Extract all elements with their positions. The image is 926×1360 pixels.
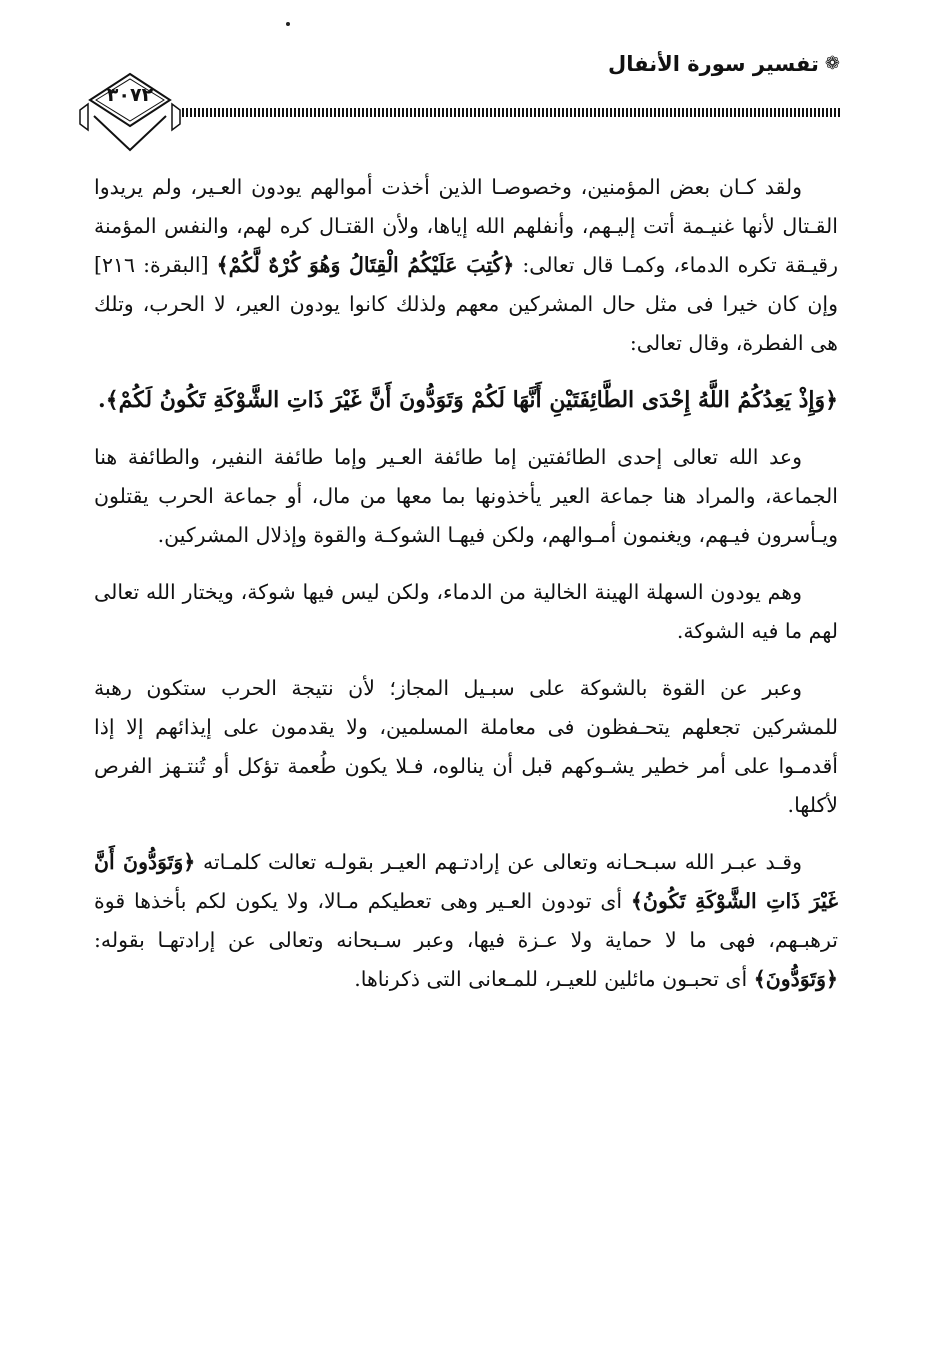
header-rule — [182, 108, 842, 117]
text-segment: [البقرة: ٢١٦] وإن كان خيرا فى مثل حال المشركين معهم ولذلك كانوا يودون العير، لا الحرب، وتلك هى الفطرة، وقال تعالى: — [94, 253, 838, 355]
text-segment: وعد الله تعالى إحدى الطائفتين إما طائفة العـير وإما طائفة النفير، والطائفة هنا الجماعة، والمراد هنا جماعة العير يأخذونها بما معها من مال، أو جماعة الحرب يقتلون ويـأسرون فيـهم، ويغنمون أمـوالهم، ولكن فيهـا الشوكـة والقوة وإذلال المشركين. — [94, 445, 838, 547]
paragraph — [94, 168, 838, 363]
paragraph — [94, 669, 838, 825]
paragraph — [94, 843, 838, 999]
quran-quote: ﴿وَتَوَدُّونَ أَنَّ غَيْرَ ذَاتِ الشَّوْكَةِ تَكُونُ﴾ — [94, 850, 838, 913]
text-segment: ولقد كـان بعض المؤمنين، وخصوصـا الذين أخذت أموالهم يودون العـير، ولم يريدوا القـتال لأنها غنيـمة أتت إليـهم، وأنفلهم الله إياها، ولأن القتـال كره لهم، والنفس المؤمنة رقيـقة تكره الدماء، وكمـا قال تعالى: — [94, 175, 838, 277]
text-segment: وهم يودون السهلة الهينة الخالية من الدماء، ولكن ليس فيها شوكة، ويختار الله تعالى لهم ما فيه الشوكة. — [94, 580, 838, 643]
page-number: ٣٠٧٢ — [106, 84, 154, 106]
text-segment: . — [98, 387, 106, 413]
body-text — [94, 168, 838, 1017]
text-segment: وقـد عبـر الله سبـحـانه وتعالى عن إرادتـهم العيـر بقولـه تعالت كلمـاته — [195, 850, 802, 874]
print-speck — [286, 22, 290, 26]
running-title — [608, 52, 840, 76]
quran-quote: ﴿وَإِذْ يَعِدُكُمُ اللَّهُ إِحْدَى الطَّائِفَتَيْنِ أَنَّهَا لَكُمْ وَتَوَدُّونَ أَنَّ غَيْرَ ذَاتِ الشَّوْكَةِ تَكُونُ لَكُمْ﴾ — [105, 387, 838, 413]
quran-verse-paragraph — [94, 381, 838, 420]
text-segment: أى تحبـون مائلين للعيـر، للمـعانى التى ذكرناها. — [354, 967, 754, 991]
page-header — [88, 52, 840, 92]
page-number-ornament-icon — [76, 70, 184, 156]
paragraph — [94, 438, 838, 555]
quran-quote: ﴿وَتَوَدُّونَ﴾ — [753, 967, 838, 991]
text-segment: أى تودون العـير وهى تعطيكم مـالا، ولا يكون لكم بأخذها قوة ترهبـهم، فهى ما لا حماية ولا عـزة فيها، وعبر سـبحانه وتعالى عن إرادتهـا بقوله: — [94, 889, 838, 952]
running-title-text: تفسير سورة الأنفال — [608, 52, 819, 76]
flower-icon: ❁ — [824, 53, 840, 74]
text-segment: وعبر عن القوة بالشوكة على سبـيل المجاز؛ لأن نتيجة الحرب ستكون رهبة للمشركين تجعلهم يتحـفظون فى معاملة المسلمين، ولا يقدمون على إيذائهم إلا إذا أقدمـوا على أمر خطير يشـوكهم قبل أن ينالوه، فـلا يكون طُعمة تؤكل أو تُنتـهز الفرص لأكلها. — [94, 676, 838, 817]
quran-quote: ﴿كُتِبَ عَلَيْكُمُ الْقِتَالُ وَهُوَ كُرْهٌ لَّكُمْ﴾ — [216, 253, 515, 277]
paragraph — [94, 573, 838, 651]
